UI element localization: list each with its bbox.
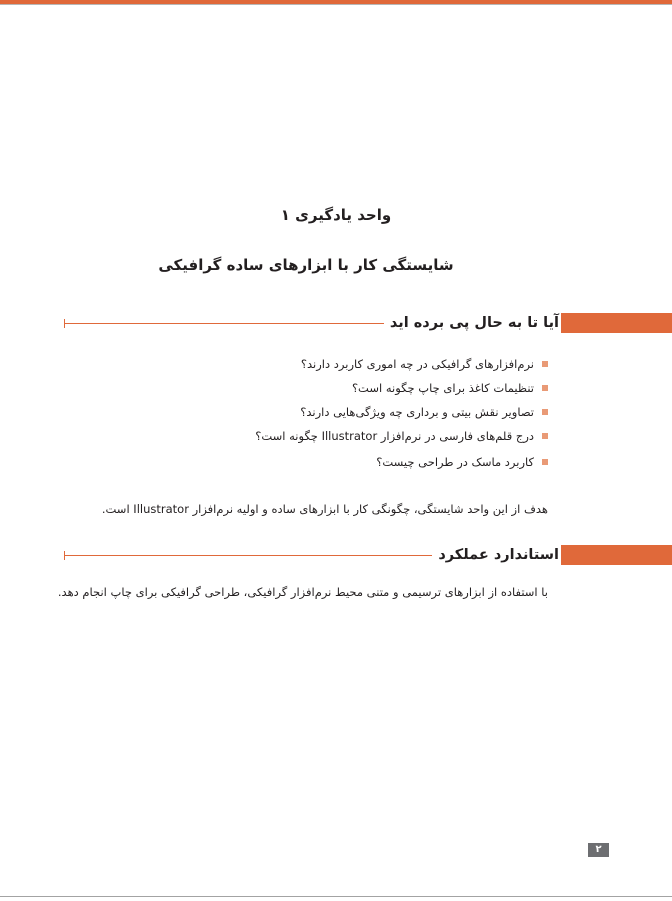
bottom-gray-rule (0, 896, 672, 897)
list-item (255, 424, 548, 448)
list-item (255, 352, 548, 376)
question-text: نرم‌افزارهای گرافیکی در چه اموری کاربرد دارند؟ (300, 357, 534, 371)
section-heading-standard (0, 545, 672, 575)
unit-title: واحد یادگیری ۱ (280, 206, 392, 224)
heading-rule-line (64, 323, 400, 324)
heading-accent-bar (561, 313, 672, 333)
question-list (255, 352, 548, 474)
top-gray-rule (0, 4, 672, 5)
square-bullet-icon (542, 385, 548, 391)
question-text: تنظیمات کاغذ برای چاپ چگونه است؟ (351, 381, 534, 395)
square-bullet-icon (542, 361, 548, 367)
list-item (255, 400, 548, 424)
square-bullet-icon (542, 433, 548, 439)
standard-paragraph: با استفاده از ابزارهای ترسیمی و متنی محیط نرم‌افزار گرافیکی، طراحی گرافیکی برای چاپ انجام دهد. (57, 585, 548, 599)
square-bullet-icon (542, 409, 548, 415)
square-bullet-icon (542, 459, 548, 465)
page-number-badge: ۲ (588, 843, 609, 857)
section-heading-prior-knowledge (0, 313, 672, 343)
list-item (255, 376, 548, 400)
lesson-title: شایستگی کار با ابزارهای ساده گرافیکی (158, 256, 454, 274)
list-item (255, 450, 548, 474)
question-text: کاربرد ماسک در طراحی چیست؟ (376, 455, 534, 469)
section-heading-label: آیا تا به حال پی برده اید (384, 313, 559, 333)
section-heading-label: استاندارد عملکرد (432, 545, 559, 565)
heading-rule-line (64, 555, 440, 556)
question-text: درج قلم‌های فارسی در نرم‌افزار Illustrator چگونه است؟ (255, 429, 534, 443)
goal-paragraph: هدف از این واحد شایستگی، چگونگی کار با ابزارهای ساده و اولیه نرم‌افزار Illustrator است. (101, 502, 548, 516)
heading-accent-bar (561, 545, 672, 565)
question-text: تصاویر نقش بیتی و برداری چه ویژگی‌هایی دارند؟ (300, 405, 534, 419)
